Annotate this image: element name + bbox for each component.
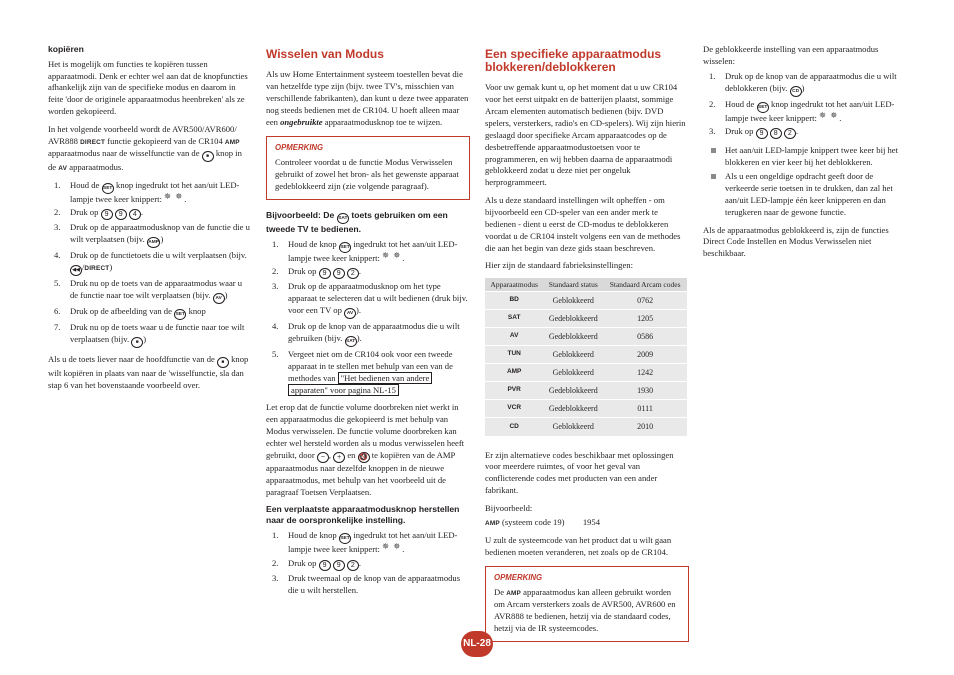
- av-key-icon: AV: [344, 308, 356, 319]
- list-item: 3. Druk op 9 8 2 .: [709, 126, 799, 138]
- list-item: 3. Druk tweemaal op de knop van de apparaatmodus die u wilt herstellen.: [272, 572, 461, 595]
- column-lock-unlock: [485, 44, 689, 652]
- list-item: 4. Druk op de functietoets die u wilt verplaatsen (bijv. ◀◀ /DIRECT): [48, 250, 252, 276]
- bullet-list: [703, 145, 909, 218]
- stop-key-icon: ■: [217, 357, 229, 368]
- paragraph: Let erop dat de functie volume doorbreken niet werkt in een apparaatmodus die gekopieerd is met behulp van Modus verwisselen. De functie volume doorbreken kan echter wel hersteld worden als u modus verwisselen heeft gebruikt, door − , + en 🔇 te kopiëren van de AMP apparaatmodus naar dezelfde knoppen in de nieuwe apparaatmodus, met behulp van het voorbeeld uit de paragraaf Toetsen Verplaatsen.: [266, 402, 465, 497]
- steps-list: [703, 71, 909, 140]
- list-item: 5. Vergeet niet om de CR104 ook voor een tweede apparaat in te stellen met behulp van een van de methodes van "Het bedienen van andere apparaten" voor pagina NL-15: [272, 348, 453, 395]
- note-box: [485, 566, 689, 641]
- mute-icon: 🔇: [359, 453, 368, 461]
- av-key-icon: AV: [213, 293, 225, 304]
- key-4-icon: 4: [129, 209, 141, 220]
- key-9-icon: 9: [319, 268, 331, 279]
- table-row: TUN Geblokkeerd 2009: [485, 346, 687, 364]
- set-key-icon: SET: [757, 102, 769, 113]
- paragraph: Bijvoorbeeld:: [485, 502, 533, 513]
- list-item: Het aan/uit LED-lampje knippert twee keer bij het blokkeren en vier keer bij het deblokkeren.: [703, 145, 909, 169]
- table-header: Standaard status: [543, 278, 603, 292]
- section-heading-copy: kopiëren: [48, 44, 84, 54]
- stop-button-icon: ■: [202, 151, 214, 162]
- square-bullet-icon: [711, 174, 716, 179]
- list-item: 2. Houd de SET knop ingedrukt tot het aan/uit LED-lampje twee keer knippert: ✵ ✵ .: [703, 99, 909, 125]
- rewind-key-icon: ◀◀: [70, 265, 82, 276]
- table-row: SAT Gedeblokkeerd 1205: [485, 310, 687, 328]
- table-header: Standaard Arcam codes: [603, 278, 687, 292]
- paragraph: Als u deze standaard instellingen wilt opheffen - om bijvoorbeeld een CD-speler van een ander merk te bedienen - dient u eerst de CD-modus te deblokkeren voordat u de CR104 instelt volgens een van de methodes die aan het begin van deze gids staan beschreven.: [485, 195, 681, 253]
- steps-list: [266, 239, 470, 397]
- sat-key-icon: SAT: [345, 336, 357, 347]
- page-number: NL-28: [461, 631, 493, 657]
- key-9-icon: 9: [333, 268, 345, 279]
- cross-reference-link[interactable]: "Het bedienen van andere: [338, 372, 433, 384]
- list-item: 3. Druk op de apparaatmodusknop van de functie die u wilt verplaatsen (bijv. AMP ): [48, 222, 252, 248]
- key-9-icon: 9: [101, 209, 113, 220]
- key-2-icon: 2: [784, 128, 796, 139]
- set-key-icon: SET: [102, 183, 114, 194]
- list-item: 1. Houd de SET knop ingedrukt tot het aan/uit LED-lampje twee keer knippert: ✵ ✵ .: [48, 180, 252, 206]
- paragraph: Als de apparaatmodus geblokkeerd is, zijn de functies Direct Code Instellen en Modus Verwisselen niet beschikbaar.: [703, 224, 889, 259]
- key-9-icon: 9: [756, 128, 768, 139]
- square-bullet-icon: [711, 148, 716, 153]
- example-line: AMP (systeem code 19) 1954: [485, 516, 600, 527]
- table-row: BD Geblokkeerd 0762: [485, 292, 687, 310]
- key-2-icon: 2: [347, 560, 359, 571]
- list-item: Als u een ongeldige opdracht geeft door de verkeerde serie toetsen in te drukken, dan zal het aan/uit LED-lampje één keer knipperen en dan terugkeren naar de gewone functie.: [703, 171, 909, 218]
- paragraph: U zult de systeemcode van het product dat u wilt gaan bedienen moeten veranderen, net zoals op de CR104.: [485, 534, 672, 557]
- column-copy: [48, 44, 252, 398]
- sat-key-icon: SAT: [337, 213, 349, 224]
- blink-icon: [175, 194, 184, 203]
- table-row: PVR Gedeblokkeerd 1930: [485, 382, 687, 400]
- blink-icon: [819, 113, 828, 122]
- blink-icon: [393, 544, 402, 553]
- factory-settings-table: [485, 278, 687, 435]
- list-item: 4. Druk op de knop van de apparaatmodus die u wilt gebruiken (bijv. SAT ).: [266, 321, 470, 347]
- blink-icon: [830, 113, 839, 122]
- note-title: OPMERKING: [494, 573, 543, 583]
- paragraph: In het volgende voorbeeld wordt de AVR500/AVR600/ AVR888 DIRECT functie gekopieerd van de CR104 AMP apparaatmodus naar de wisselfunctie van de ■ knop in de AV apparaatmodus.: [48, 124, 242, 172]
- cd-key-icon: CD: [790, 86, 802, 97]
- blink-icon: [164, 194, 173, 203]
- list-item: 2. Druk op 9 9 2 .: [272, 266, 362, 278]
- key-9-icon: 9: [319, 560, 331, 571]
- key-2-icon: 2: [347, 268, 359, 279]
- table-row: AMP Geblokkeerd 1242: [485, 364, 687, 382]
- paragraph: Voor uw gemak kunt u, op het moment dat u uw CR104 voor het eerst uitpakt en de batterijen plaatst, sommige Arcam elementen automatisch bedienen (bijv. DVD spelers, versterkers, radio's en CD-spelers). Wij zijn hierin geslaagd door specifieke Arcam apparaatcodes op de desbetreffende apparaatmodustoetsen voor te programmeren, en wij hebben daarna de apparaatmodi geblokkeerd zodat u deze niet per ongeluk herprogrammeert.: [485, 82, 686, 188]
- section-title-mode-swap: Wisselen van Modus: [266, 47, 384, 61]
- key-8-icon: 8: [770, 128, 782, 139]
- reset-heading: Een verplaatste apparaatmodusknop herstellen naar de oorspronkelijke instelling.: [266, 504, 460, 526]
- note-title: OPMERKING: [275, 143, 324, 153]
- set-key-icon: SET: [339, 242, 351, 253]
- blink-icon: [382, 544, 391, 553]
- blink-icon: [393, 253, 402, 262]
- set-key-icon: SET: [174, 309, 186, 320]
- table-row: AV Gedeblokkeerd 0586: [485, 328, 687, 346]
- note-text: De AMP apparaatmodus kan alleen gebruikt worden om Arcam versterkers zoals de AVR500, AVR600 en AVR888 te bedienen, hetzij via de standaard codes, hetzij via de IR systeemcodes.: [494, 587, 676, 633]
- paragraph: De geblokkeerde instelling van een apparaatmodus wisselen:: [703, 44, 879, 66]
- stop-key-icon: ■: [131, 337, 143, 348]
- column-lock-steps: [703, 44, 909, 266]
- blink-icon: [382, 253, 391, 262]
- steps-list: [266, 530, 470, 597]
- list-item: 1. Houd de knop SET ingedrukt tot het aan/uit LED-lampje twee keer knippert: ✵ ✵ .: [266, 530, 470, 556]
- set-key-icon: SET: [339, 533, 351, 544]
- column-mode-swap: [266, 44, 470, 602]
- example-heading: Bijvoorbeeld: De SAT toets gebruiken om een tweede TV te bedienen.: [266, 209, 448, 234]
- list-item: 3. Druk op de apparaatmodusknop om het type apparaat te selecteren dat u wilt bedienen (druk bijv. voor een TV op AV ).: [266, 281, 470, 319]
- list-item: 7. Druk nu op de toets waar u de functie naar toe wilt verplaatsen (bijv. ■ ): [48, 322, 252, 348]
- paragraph: Als uw Home Entertainment systeem toestellen bevat die van hetzelfde type zijn (bijv. twee TV's, misschien van verschillende fabrikanten), dan kunt u deze twee apparaten nog steeds bedienen met de CR104. U hoeft alleen maar een ongebruikte apparaatmodusknop toe te wijzen.: [266, 69, 469, 127]
- amp-key-icon: AMP: [147, 237, 161, 248]
- table-row: CD Geblokkeerd 2010: [485, 418, 687, 436]
- table-header: Apparaatmodus: [485, 278, 543, 292]
- list-item: 5. Druk nu op de toets van de apparaatmodus waar u de functie naar toe wilt verplaatsen (bijv. AV ): [48, 278, 252, 304]
- cross-reference-link[interactable]: apparaten" voor pagina NL-15: [288, 384, 399, 396]
- section-title-lock: Een specifieke apparaatmodus blokkeren/deblokkeren: [485, 47, 662, 75]
- paragraph: Als u de toets liever naar de hoofdfunctie van de ■ knop wilt kopiëren in plaats van naar de 'wisselfunctie, sla dan stap 6 van het bovenstaande voorbeeld over.: [48, 353, 249, 390]
- table-row: VCR Gedeblokkeerd 0111: [485, 400, 687, 418]
- list-item: 2. Druk op 9 9 4 .: [54, 207, 144, 219]
- list-item: 1. Druk op de knop van de apparaatmodus die u wilt deblokkeren (bijv. CD ): [703, 71, 909, 97]
- volume-up-icon: +: [333, 452, 345, 463]
- key-9-icon: 9: [115, 209, 127, 220]
- key-9-icon: 9: [333, 560, 345, 571]
- volume-down-icon: −: [317, 452, 329, 463]
- paragraph: Het is mogelijk om functies te kopiëren tussen apparaatmodi. Denk er echter wel aan dat de knopfuncties afhankelijk zijn van de specifieke modus en daarom in feite 'door de originele apparaatmodus heenbreken' als ze worden gekopieerd.: [48, 58, 248, 117]
- list-item: 2. Druk op 9 9 2 .: [272, 557, 362, 569]
- steps-list: [48, 180, 252, 348]
- list-item: 6. Druk op de afbeelding van de SET knop: [48, 306, 252, 320]
- list-item: 1. Houd de knop SET ingedrukt tot het aan/uit LED-lampje twee keer knippert: ✵ ✵ .: [266, 239, 470, 265]
- note-box: [266, 136, 470, 199]
- note-text: Controleer voordat u de functie Modus Verwisselen gebruikt of zowel het bron- als het gewenste apparaat gedeblokkeerd zijn (zie volgende paragraaf).: [275, 157, 459, 191]
- paragraph: Hier zijn de standaard fabrieksinstellingen:: [485, 260, 633, 271]
- paragraph: Er zijn alternatieve codes beschikbaar met oplossingen voor meerdere ruimtes, of voor het geval van conflicterende codes met producten van een ander fabrikant.: [485, 449, 674, 496]
